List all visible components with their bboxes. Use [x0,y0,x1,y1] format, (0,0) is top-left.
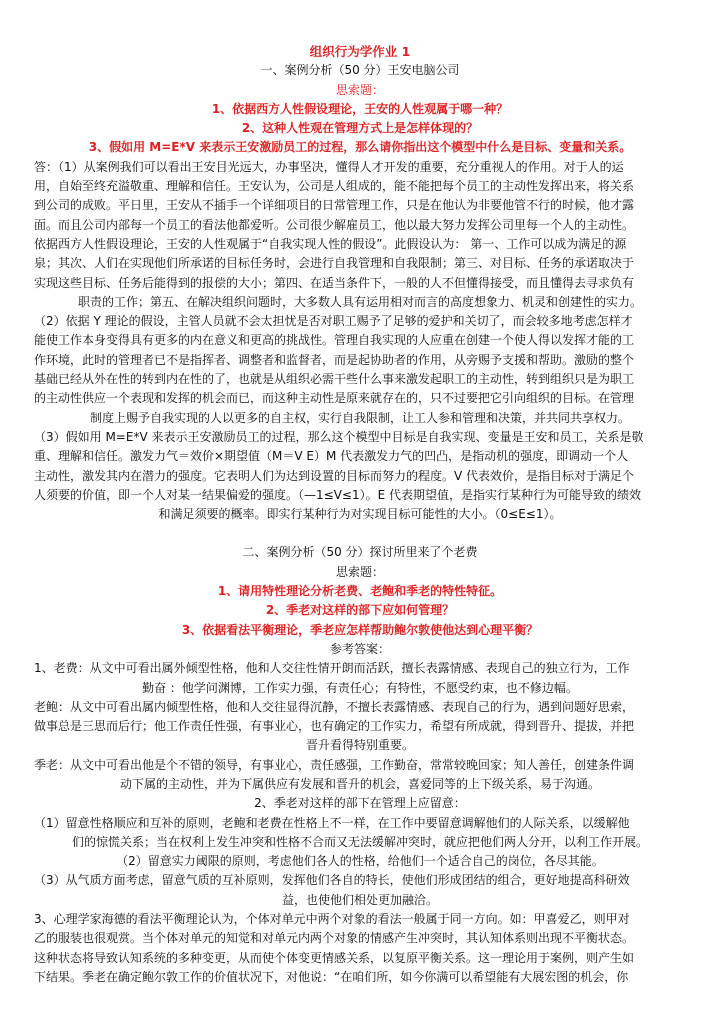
question-line: 2、这种人性观在管理方式上是怎样体现的？ [241,121,479,136]
text-line: 做事总是三思而后行；他工作责任性强，有事业心，也有确定的工作实力，希望有所成就，得到晋升、提拔，并把 [34,719,635,734]
text-line: （3）假如用 M=E*V 来表示王安激励员工的过程，那么这个模型中目标是自我实现、变量是王安和员工，关系是敬 [34,429,644,444]
text-line: 一、案例分析（50 分）王安电脑公司 [260,63,460,78]
question-line: 2、季老对这样的部下应如何管理？ [265,603,455,618]
text-line: 和满足须要的概率。即实行某种行为对实现目标可能性的大小。（0≤E≤1）。 [158,507,562,522]
text-line: 动下属的主动性，并为下属供应有发展和晋升的机会，喜爱同等的上下级关系，易于沟通。 [119,776,600,791]
text-line: （1）留意性格顺应和互补的原则，老鲍和老费在性格上不一样，在工作中要留意调解他们的人际关系，以缓解他 [34,815,630,830]
text-line: 重、理解和信任。激发力气＝效价×期望值（M＝V E）M 代表激发力气的凹凸，是指动机的强度，即调动一个人 [34,449,629,464]
text-line: 能使工作本身变得具有更多的内在意义和更高的挑战性。管理自我实现的人应重在创建一个使人得以发挥才能的工 [34,333,635,348]
text-line: 面。而且公司内部每一个员工的看法他都爱听。公司很少解雇员工，他以最大努力发挥公司里每一个人的主动性。 [34,217,635,232]
question-line: 3、依据看法平衡理论，季老应怎样帮助鲍尔敦使他达到心理平衡？ [181,622,539,637]
text-line: 参考答案： [329,641,390,656]
text-line: 依据西方人性假设理论，王安的人性观属于“自我实现人性的假设”。此假设认为： 第一、工作可以成为满足的源 [34,236,627,251]
text-line: 泉；其次、人们在实现他们所承诺的目标任务时，会进行自我管理和自我限制；第三、对目标、任务的承诺取决于 [34,256,635,271]
text-line: 实现这些目标、任务后能得到的报偿的大小；第四、在适当条件下，一般的人不但懂得接受，而且懂得去寻求负有 [34,275,635,290]
text-line: 1、老费：从文中可看出属外倾型性格，他和人交往性情开朗而活跃，擅长表露情感、表现自己的独立行为，工作 [34,661,630,676]
text-line: （3）从气质方面考虑，留意气质的互补原则，发挥他们各自的特长，使他们形成团结的组合，更好地提高科研效 [34,873,630,888]
text-line: 这种状态将导致认知系统的多种变更，从而使个体变更情感关系，以复原平衡关系。这一理论用于案例，则产生如 [34,950,635,965]
question-line: 1、依据西方人性假设理论，王安的人性观属于哪一种？ [211,101,509,116]
text-line: （2）留意实力阈限的原则，考虑他们各人的性格，给他们一个适合自己的岗位，各尽其能。 [116,854,604,869]
text-line: 季老：从文中可看出他是个不错的领导，有事业心，责任感强，工作勤奋，常常较晚回家；知人善任，创建条件调 [34,757,635,772]
text-line: 老鲍：从文中可看出属内倾型性格，他和人交往显得沉静，不擅长表露情感、表现自己的行为，遇到问题好思索， [34,699,635,714]
document-title: 组织行为学作业 1 [309,44,411,59]
text-line: 职责的工作；第五、在解决组织问题时，大多数人具有运用相对而言的高度想象力、机灵和创建性的实力。 [77,294,642,309]
document-body [34,61,686,987]
text-line: 的主动性供应一个表现和发挥的机会而已，而这种主动性是原来就存在的，只不过要把它引向组织的目标。在管理 [34,391,635,406]
text-line: （2）依据 Y 理论的假设，主管人员就不会太担忧是否对职工赐予了足够的爱护和关切了，而会较多地考虑怎样才 [34,314,633,329]
text-line: 到公司的成败。平日里，王安从不插手一个详细项目的日常管理工作，只是在他认为非要他管不行的时候，他才露 [34,198,635,213]
section-spacer [34,524,686,543]
text-line: 3、心理学家海德的看法平衡理论认为，个体对单元中两个对象的看法一般属于同一方向。如：甲喜爱乙，则甲对 [34,912,630,927]
text-line: 作环境，此时的管理者已不是指挥者、调整者和监督者，而是起协助者的作用，从旁赐予支援和帮助。激励的整个 [34,352,635,367]
text-line: 晋升看得特别重要。 [305,738,414,753]
text-line: 们的惊慌关系；当在权利上发生冲突和性格不合而又无法缓解冲突时，就应把他们两人分开，以利工作开展。 [71,834,648,849]
text-line: 主动性，激发其内在潜力的强度。它表明人们为达到设置的目标而努力的程度。V 代表效价，是指目标对于满足个 [34,468,635,483]
text-line: 勤奋 ：他学问渊博，工作实力强，有责任心；有特性，不愿受约束，也不修边幅。 [142,680,578,695]
text-line: 人须要的价值，即一个人对某一结果偏爱的强度。（—1≤V≤1）。E 代表期望值，是指实行某种行为可能导致的绩效 [34,487,641,502]
text-line: 答：（1）从案例我们可以看出王安目光远大，办事坚决，懂得人才开发的重要，充分重视人的作用。对于人的运 [34,159,624,174]
question-line: 3、假如用 M=E*V 来表示王安激励员工的过程，那么请你指出这个模型中什么是目标、变量和关系。 [88,140,632,155]
text-line: 基础已经从外在性的转到内在性的了，也就是从组织必需干些什么事来激发起职工的主动性，转到组织只是为职工 [34,372,635,387]
text-line: 制度上赐予自我实现的人以更多的自主权，实行自我限制，让工人参和管理和决策，并共同共享权力。 [89,410,630,425]
question-line: 1、请用特性理论分析老费、老鲍和季老的特性特征。 [217,584,503,599]
text-line: 2、季老对这样的部下在管理上应留意： [254,796,466,811]
question-line: 思索题： [335,82,384,97]
text-line: 益，也使他们相处更加融洽。 [281,892,438,907]
text-line: 思索题： [335,564,384,579]
text-line: 用，自始至终充溢敬重、理解和信任。王安认为，公司是人组成的，能不能把每个员工的主动性发挥出来，将关系 [34,179,635,194]
text-line: 乙的服装也很观赏。当个体对单元的知觉和对单元内两个对象的情感产生冲突时，其认知体系则出现不平衡状态。 [34,931,635,946]
text-line: 下结果。季老在确定鲍尔敦工作的价值状况下，对他说：“在咱们所，如今你满可以希望能有大展宏图的机会，你 [34,969,629,984]
text-line: 二、案例分析（50 分）探讨所里来了个老费 [242,545,478,560]
